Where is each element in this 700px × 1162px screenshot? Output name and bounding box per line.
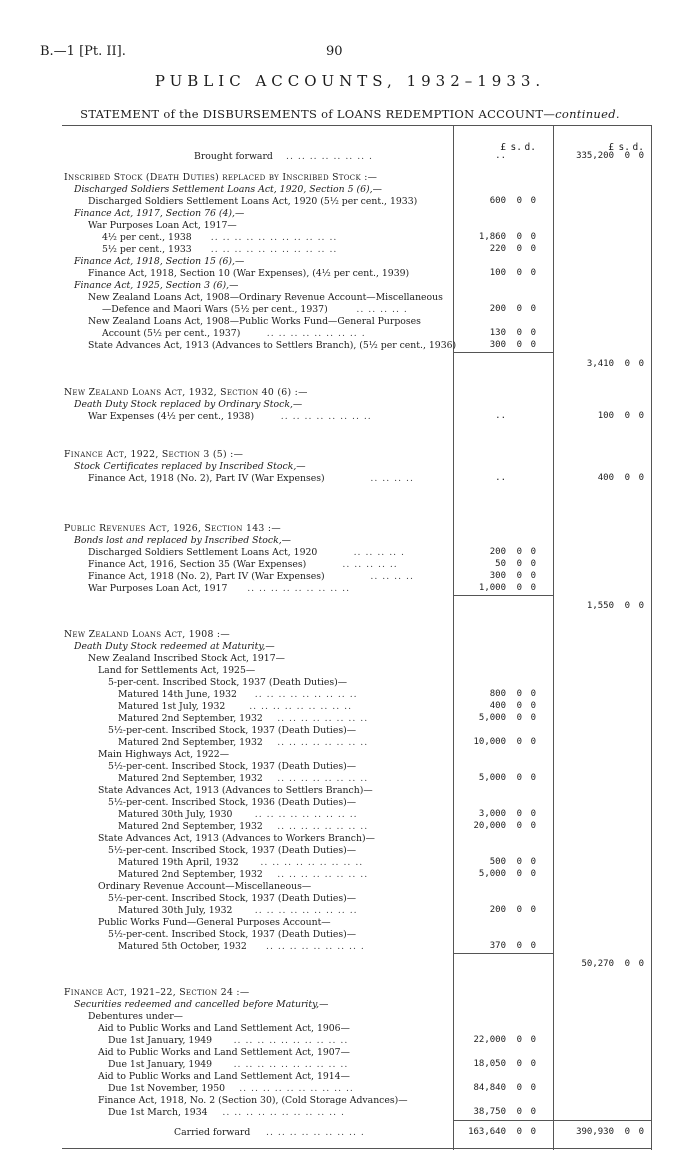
- leader-dots: .. .. .. .. .. .. .. ..: [280, 411, 372, 422]
- amount-pence: 0: [530, 340, 536, 350]
- row-label: Finance Act, 1918, Section 10 (War Expenses), (4½ per cent., 1939): [88, 268, 410, 279]
- amount-pounds: 500: [489, 857, 506, 867]
- amount-pence: 0: [530, 869, 536, 879]
- leader-dots: .. .. .. .. .. .. .. ..: [277, 869, 369, 880]
- row-label: New Zealand Loans Act, 1908—Ordinary Revenue Account—Miscellaneous: [88, 292, 443, 303]
- row-label: War Purposes Loan Act, 1917—: [88, 220, 237, 231]
- row-label: Ordinary Revenue Account—Miscellaneous—: [98, 881, 312, 892]
- row-label: —Defence and Maori Wars (5½ per cent., 1937): [102, 304, 328, 315]
- amount-shillings: 0: [516, 809, 522, 819]
- leader-dots: .. .. .. .. ..: [342, 559, 398, 570]
- leader-dots: .. .. .. .. .. .. .. ..: [277, 713, 369, 724]
- row-label: New Zealand Loans Act, 1932, Section 40 (6) :—: [64, 387, 308, 398]
- ledger-row: [64, 958, 684, 971]
- amount-pounds: 5,000: [478, 713, 506, 723]
- amount-column-2: [562, 150, 682, 163]
- row-label: Matured 2nd September, 1932: [118, 737, 263, 748]
- row-label: Death Duty Stock redeemed at Maturity,—: [74, 641, 275, 652]
- leader-dots: .. .. .. .. .. .. .. .. .. .. .: [222, 1107, 346, 1118]
- row-label: 5½-per-cent. Inscribed Stock, 1937 (Death Duties)—: [108, 893, 357, 904]
- leader-dots: .. .. .. ..: [370, 571, 414, 582]
- amount-pence: 0: [638, 473, 644, 483]
- subtotal-rule: [554, 1120, 651, 1121]
- row-label: Stock Certificates replaced by Inscribed Stock,—: [74, 461, 306, 472]
- row-label: Matured 19th April, 1932: [118, 857, 239, 868]
- amount-pounds: 1,860: [478, 232, 506, 242]
- amount-pounds: 50: [495, 559, 506, 569]
- amount-shillings: 0: [516, 701, 522, 711]
- amount-pounds: 100: [489, 268, 506, 278]
- amount-pounds: ..: [495, 151, 506, 161]
- amount-column-1: [454, 472, 544, 485]
- amount-pounds: 38,750: [473, 1107, 506, 1117]
- amount-pounds: ..: [495, 411, 506, 421]
- amount-shillings: 0: [624, 411, 630, 421]
- row-label: Matured 2nd September, 1932: [118, 821, 263, 832]
- row-label: Finance Act, 1917, Section 76 (4),—: [74, 208, 245, 219]
- amount-pence: 0: [530, 232, 536, 242]
- row-label: Finance Act, 1918 (No. 2), Part IV (War Expenses): [88, 473, 325, 484]
- row-label: Finance Act, 1925, Section 3 (6),—: [74, 280, 239, 291]
- amount-pounds: 200: [489, 304, 506, 314]
- row-label: State Advances Act, 1913 (Advances to Settlers Branch)—: [98, 785, 373, 796]
- amount-shillings: 0: [516, 713, 522, 723]
- amount-shillings: 0: [516, 857, 522, 867]
- amount-column-1: [454, 150, 544, 163]
- amount-column-2: [562, 472, 682, 485]
- row-label: Due 1st November, 1950: [108, 1083, 226, 1094]
- col2-pound-header: £: [608, 142, 614, 153]
- amount-pounds: 300: [489, 340, 506, 350]
- amount-pence: 0: [638, 1127, 644, 1137]
- amount-shillings: 0: [516, 232, 522, 242]
- amount-pounds: 200: [489, 547, 506, 557]
- leader-dots: .. .. .. .. .. .. .. .. ..: [254, 689, 358, 700]
- row-label: Matured 30th July, 1932: [118, 905, 233, 916]
- ledger-row: [64, 582, 684, 595]
- amount-shillings: 0: [516, 547, 522, 557]
- amount-pounds: 335,200: [576, 151, 614, 161]
- amount-pence: 0: [530, 328, 536, 338]
- amount-pence: 0: [530, 713, 536, 723]
- leader-dots: .. .. .. .. .. .. .. .. .: [266, 328, 366, 339]
- amount-pence: 0: [638, 959, 644, 969]
- subtotal-rule: [454, 352, 553, 353]
- row-label: State Advances Act, 1913 (Advances to Settlers Branch), (5½ per cent., 1936): [88, 340, 457, 351]
- col1-shilling-header: s.: [510, 142, 522, 153]
- amount-pence: 0: [530, 737, 536, 747]
- amount-shillings: 0: [516, 1083, 522, 1093]
- row-label: Bonds lost and replaced by Inscribed Stock,—: [74, 535, 291, 546]
- subtotal-rule: [454, 1120, 553, 1121]
- amount-pounds: 100: [597, 411, 614, 421]
- amount-column-2: [562, 600, 682, 613]
- subtotal-rule: [454, 595, 553, 596]
- ledger-row: [64, 339, 684, 352]
- amount-pence: 0: [530, 1107, 536, 1117]
- leader-dots: .. .. .. .. .. .. .. .. ..: [260, 857, 364, 868]
- amount-pence: 0: [530, 905, 536, 915]
- row-label: Brought forward: [194, 151, 273, 162]
- col2-pence-header: d.: [632, 142, 644, 153]
- amount-shillings: 0: [516, 196, 522, 206]
- amount-shillings: 0: [516, 1127, 522, 1137]
- amount-pounds: 50,270: [581, 959, 614, 969]
- leader-dots: .. .. .. ..: [370, 473, 414, 484]
- amount-shillings: 0: [624, 359, 630, 369]
- amount-pence: 0: [530, 821, 536, 831]
- amount-pounds: 22,000: [473, 1035, 506, 1045]
- amount-pounds: 5,000: [478, 773, 506, 783]
- subtotal-rule: [454, 953, 553, 954]
- ledger-row: [64, 410, 684, 423]
- row-label: Main Highways Act, 1922—: [98, 749, 230, 760]
- row-label: Matured 2nd September, 1932: [118, 869, 263, 880]
- amount-shillings: 0: [516, 328, 522, 338]
- row-label: Carried forward: [174, 1127, 251, 1138]
- row-label: Discharged Soldiers Settlement Loans Act, 1920 (5½ per cent., 1933): [88, 196, 418, 207]
- amount-pence: 0: [530, 1083, 536, 1093]
- amount-pence: 0: [638, 601, 644, 611]
- amount-column-1: [454, 940, 544, 953]
- row-label: 4½ per cent., 1938: [102, 232, 192, 243]
- amount-shillings: 0: [516, 905, 522, 915]
- leader-dots: .. .. .. .. .. .. .. .. ..: [249, 701, 353, 712]
- row-label: Matured 2nd September, 1932: [118, 713, 263, 724]
- amount-pounds: 390,930: [576, 1127, 614, 1137]
- amount-pounds: 600: [489, 196, 506, 206]
- amount-column-2: [562, 958, 682, 971]
- amount-pounds: 1,000: [478, 583, 506, 593]
- row-label: Due 1st January, 1949: [108, 1059, 213, 1070]
- amount-pounds: ..: [495, 473, 506, 483]
- amount-pounds: 370: [489, 941, 506, 951]
- report-reference: B.—1 [Pt. II].: [40, 44, 126, 59]
- amount-column-1: [454, 1126, 544, 1139]
- amount-pence: 0: [530, 701, 536, 711]
- row-label: Discharged Soldiers Settlement Loans Act, 1920: [88, 547, 318, 558]
- row-label: Matured 5th October, 1932: [118, 941, 247, 952]
- amount-shillings: 0: [516, 869, 522, 879]
- amount-pounds: 130: [489, 328, 506, 338]
- amount-pence: 0: [530, 244, 536, 254]
- statement-heading: [0, 107, 700, 121]
- row-label: Finance Act, 1916, Section 35 (War Expenses): [88, 559, 307, 570]
- leader-dots: .. .. .. .. .: [353, 547, 406, 558]
- amount-pounds: 200: [489, 905, 506, 915]
- amount-pence: 0: [530, 571, 536, 581]
- amount-column-2: [562, 410, 682, 423]
- ledger-row: [64, 940, 684, 953]
- ledger-row: [64, 150, 684, 163]
- row-label: Due 1st March, 1934: [108, 1107, 208, 1118]
- ledger-row: [64, 1106, 684, 1119]
- amount-shillings: 0: [516, 1059, 522, 1069]
- leader-dots: .. .. .. .. .. .. .. .. ..: [254, 905, 358, 916]
- amount-shillings: 0: [516, 821, 522, 831]
- amount-pounds: 163,640: [468, 1127, 506, 1137]
- amount-shillings: 0: [516, 304, 522, 314]
- amount-pence: 0: [530, 1059, 536, 1069]
- amount-shillings: 0: [516, 773, 522, 783]
- amount-pounds: 3,000: [478, 809, 506, 819]
- amount-pounds: 3,410: [586, 359, 614, 369]
- amount-pence: 0: [530, 583, 536, 593]
- row-label: Public Works Fund—General Purposes Account—: [98, 917, 331, 928]
- amount-pounds: 800: [489, 689, 506, 699]
- col1-pence-header: d.: [524, 142, 536, 153]
- row-label: 5-per-cent. Inscribed Stock, 1937 (Death Duties)—: [108, 677, 348, 688]
- amount-pence: 0: [530, 689, 536, 699]
- row-label: 5½-per-cent. Inscribed Stock, 1936 (Death Duties)—: [108, 797, 357, 808]
- amount-shillings: 0: [516, 1035, 522, 1045]
- amount-pence: 0: [638, 359, 644, 369]
- row-label: Debentures under—: [88, 1011, 183, 1022]
- amount-column-2: [562, 358, 682, 371]
- table-top-rule: [62, 125, 652, 126]
- leader-dots: .. .. .. .. .. .. .. ..: [277, 737, 369, 748]
- row-label: Due 1st January, 1949: [108, 1035, 213, 1046]
- row-label: Matured 1st July, 1932: [118, 701, 226, 712]
- amount-pence: 0: [530, 1127, 536, 1137]
- row-label: Matured 14th June, 1932: [118, 689, 237, 700]
- amount-pounds: 10,000: [473, 737, 506, 747]
- row-label: Matured 30th July, 1930: [118, 809, 233, 820]
- amount-pounds: 300: [489, 571, 506, 581]
- leader-dots: .. .. .. .. .. .. .. .. .: [266, 1127, 365, 1138]
- row-label: New Zealand Inscribed Stock Act, 1917—: [88, 653, 285, 664]
- leader-dots: .. .. .. .. .. .. .. .. ..: [254, 809, 358, 820]
- amount-shillings: 0: [516, 689, 522, 699]
- amount-shillings: 0: [624, 601, 630, 611]
- amount-pence: 0: [638, 411, 644, 421]
- table-bottom-rule: [62, 1148, 652, 1149]
- amount-column-1: [454, 339, 544, 352]
- amount-pence: 0: [530, 809, 536, 819]
- amount-shillings: 0: [624, 959, 630, 969]
- row-label: State Advances Act, 1913 (Advances to Workers Branch)—: [98, 833, 375, 844]
- amount-pounds: 20,000: [473, 821, 506, 831]
- row-label: Aid to Public Works and Land Settlement Act, 1914—: [98, 1071, 350, 1082]
- row-label: Inscribed Stock (Death Duties) replaced by Inscribed Stock :—: [64, 172, 378, 183]
- amount-pence: 0: [530, 268, 536, 278]
- amount-pence: 0: [638, 151, 644, 161]
- amount-pounds: 1,550: [586, 601, 614, 611]
- amount-pounds: 84,840: [473, 1083, 506, 1093]
- amount-shillings: 0: [516, 737, 522, 747]
- row-label: 5½-per-cent. Inscribed Stock, 1937 (Death Duties)—: [108, 761, 357, 772]
- amount-pounds: 400: [597, 473, 614, 483]
- amount-shillings: 0: [516, 941, 522, 951]
- amount-pounds: 18,050: [473, 1059, 506, 1069]
- amount-pence: 0: [530, 857, 536, 867]
- row-label: New Zealand Loans Act, 1908—Public Works Fund—General Purposes: [88, 316, 421, 327]
- row-label: 5½-per-cent. Inscribed Stock, 1937 (Death Duties)—: [108, 929, 357, 940]
- row-label: Finance Act, 1921–22, Section 24 :—: [64, 987, 250, 998]
- page-title: PUBLIC ACCOUNTS, 1932–1933.: [154, 72, 546, 90]
- row-label: Finance Act, 1922, Section 3 (5) :—: [64, 449, 244, 460]
- ledger-row: [64, 600, 684, 613]
- page-number: 90: [326, 44, 343, 59]
- leader-dots: .. .. .. .. .. .. .. .. .. ..: [233, 1059, 349, 1070]
- amount-pounds: 5,000: [478, 869, 506, 879]
- row-label: Finance Act, 1918 (No. 2), Part IV (War Expenses): [88, 571, 325, 582]
- row-label: 5½-per-cent. Inscribed Stock, 1937 (Death Duties)—: [108, 725, 357, 736]
- amount-shillings: 0: [624, 151, 630, 161]
- ledger-row: [64, 472, 684, 485]
- amount-pence: 0: [530, 941, 536, 951]
- row-label: Account (5½ per cent., 1937): [102, 328, 241, 339]
- leader-dots: .. .. .. .. .. .. .. .. .. ..: [233, 1035, 349, 1046]
- row-label: Finance Act, 1918, No. 2 (Section 30), (Cold Storage Advances)—: [98, 1095, 408, 1106]
- amount-pence: 0: [530, 559, 536, 569]
- row-label: War Purposes Loan Act, 1917: [88, 583, 228, 594]
- row-label: New Zealand Loans Act, 1908 :—: [64, 629, 230, 640]
- amount-shillings: 0: [516, 268, 522, 278]
- amount-column-1: [454, 1106, 544, 1119]
- ledger-row: [64, 358, 684, 371]
- row-label: Death Duty Stock replaced by Ordinary Stock,—: [74, 399, 303, 410]
- amount-column-1: [454, 582, 544, 595]
- leader-dots: .. .. .. .. .. .. .. .. ..: [247, 583, 351, 594]
- amount-pounds: 400: [489, 701, 506, 711]
- amount-shillings: 0: [624, 1127, 630, 1137]
- amount-shillings: 0: [516, 571, 522, 581]
- col1-pound-header: £: [500, 142, 506, 153]
- row-label: Land for Settlements Act, 1925—: [98, 665, 256, 676]
- amount-pence: 0: [530, 1035, 536, 1045]
- row-label: 5½ per cent., 1933: [102, 244, 192, 255]
- row-label: Aid to Public Works and Land Settlement Act, 1907—: [98, 1047, 350, 1058]
- row-label: Finance Act, 1918, Section 15 (6),—: [74, 256, 245, 267]
- amount-shillings: 0: [516, 559, 522, 569]
- amount-pence: 0: [530, 547, 536, 557]
- row-label: Discharged Soldiers Settlement Loans Act, 1920, Section 5 (6),—: [74, 184, 382, 195]
- amount-column-1: [454, 410, 544, 423]
- ledger-row: [64, 1126, 684, 1139]
- leader-dots: .. .. .. .. .. .. .. .: [286, 151, 374, 162]
- statement-heading-text: STATEMENT of the DISBURSEMENTS of LOANS REDEMPTION ACCOUNT—: [80, 107, 556, 121]
- row-label: War Expenses (4½ per cent., 1938): [88, 411, 255, 422]
- amount-column-2: [562, 1126, 682, 1139]
- leader-dots: .. .. .. .. .. .. .. .. .. .. ..: [210, 244, 338, 255]
- leader-dots: .. .. .. .. .. .. .. ..: [277, 773, 369, 784]
- leader-dots: .. .. .. .. .. .. .. .. .. .. ..: [210, 232, 338, 243]
- row-label: Aid to Public Works and Land Settlement Act, 1906—: [98, 1023, 350, 1034]
- leader-dots: .. .. .. .. .: [356, 304, 408, 315]
- leader-dots: .. .. .. .. .. .. .. .. .. ..: [239, 1083, 354, 1094]
- amount-shillings: 0: [516, 1107, 522, 1117]
- row-label: Securities redeemed and cancelled before Maturity,—: [74, 999, 329, 1010]
- amount-pounds: 220: [489, 244, 506, 254]
- amount-shillings: 0: [516, 583, 522, 593]
- amount-shillings: 0: [516, 340, 522, 350]
- amount-pence: 0: [530, 196, 536, 206]
- row-label: Matured 2nd September, 1932: [118, 773, 263, 784]
- amount-pence: 0: [530, 773, 536, 783]
- leader-dots: .. .. .. .. .. .. .. ..: [277, 821, 369, 832]
- amount-pence: 0: [530, 304, 536, 314]
- row-label: 5½-per-cent. Inscribed Stock, 1937 (Death Duties)—: [108, 845, 357, 856]
- statement-heading-continued: continued.: [555, 107, 620, 121]
- row-label: Public Revenues Act, 1926, Section 143 :—: [64, 523, 281, 534]
- amount-shillings: 0: [624, 473, 630, 483]
- leader-dots: .. .. .. .. .. .. .. .. .: [266, 941, 365, 952]
- col2-shilling-header: s.: [618, 142, 630, 153]
- amount-shillings: 0: [516, 244, 522, 254]
